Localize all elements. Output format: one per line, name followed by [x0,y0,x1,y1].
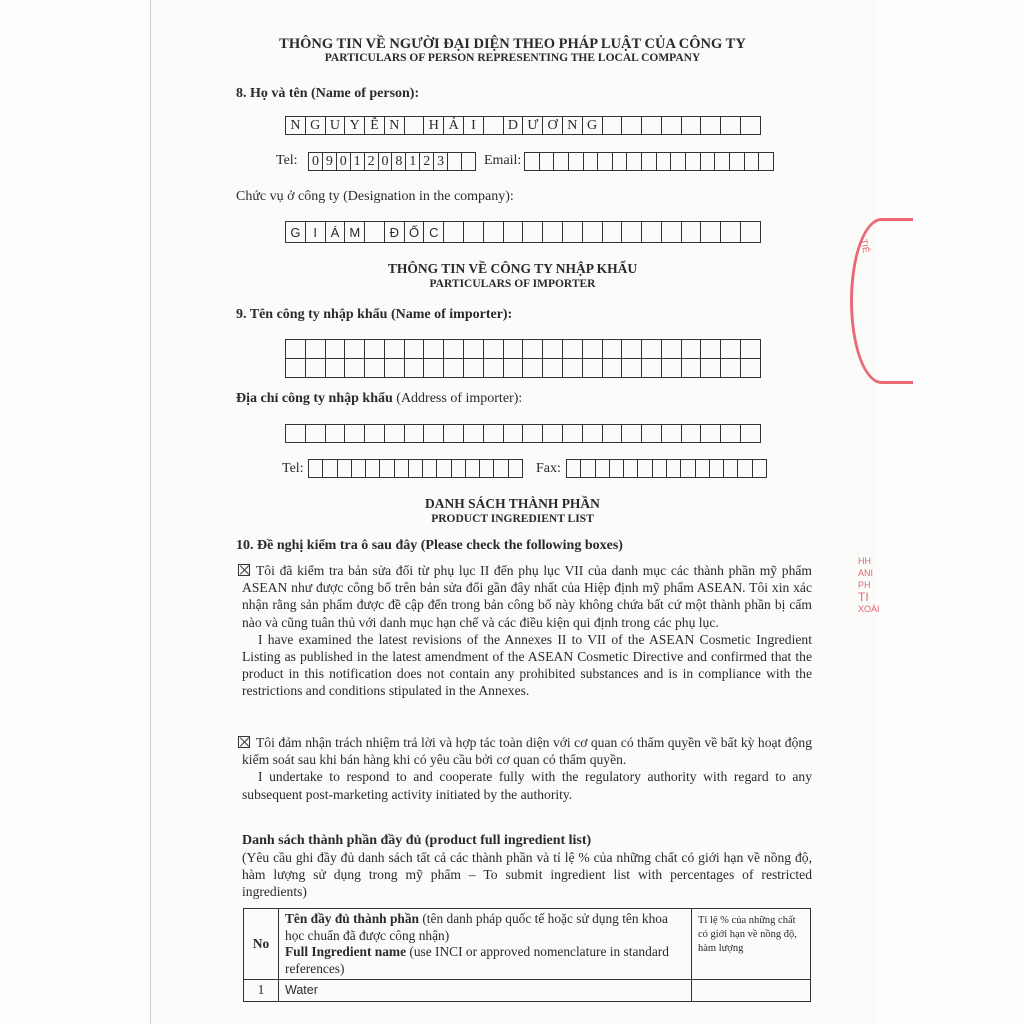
header-name-vi-rest: (tên danh pháp quốc tế hoặc sử dụng tên khoa học chuẩn đã được công nhận) [285,911,668,943]
field-cell: 2 [365,152,379,171]
field-cell [523,424,543,443]
field-cell [753,459,767,478]
field-cell: 0 [309,152,323,171]
field-cell [523,359,543,378]
field-cell [323,459,337,478]
field-cell: U [326,116,346,135]
field-cell [504,340,524,359]
field-cell: G [306,116,326,135]
field-cell [642,221,662,243]
field-cell [423,459,437,478]
field-cell [523,340,543,359]
field-cell [563,221,583,243]
field-cell [567,459,581,478]
field-cell [480,459,494,478]
field-cell: G [286,221,306,243]
field-cell [365,221,385,243]
field-cell [286,424,306,443]
field-cell [596,459,610,478]
header-name-en-bold: Full Ingredient name [285,944,407,959]
importer-address-label [236,391,522,407]
field-cell [352,459,366,478]
field-cell [603,359,623,378]
field-cell: D [504,116,524,135]
field-cell [583,424,603,443]
field-cell [701,152,716,171]
field-cell [385,359,405,378]
field-cell [409,459,423,478]
field-cell [448,152,462,171]
field-cell [385,340,405,359]
field-cell [523,221,543,243]
field-cell: Đ [385,221,405,243]
field-cell: 8 [392,152,406,171]
field-cell [484,116,504,135]
field-cell [583,221,603,243]
field-cell [642,424,662,443]
field-cell [563,340,583,359]
field-cell [326,424,346,443]
field-cell [667,459,681,478]
field-cell [405,116,425,135]
field-cell [444,359,464,378]
field-cell [484,221,504,243]
importer-fax-field[interactable] [566,459,767,478]
field-cell [738,459,752,478]
field-cell [724,459,738,478]
name-of-person-label: 8. Họ và tên (Name of person): [236,86,420,101]
declaration-2-checkbox[interactable] [238,736,250,748]
importer-address-label-en: (Address of importer): [392,391,523,406]
field-cell [444,340,464,359]
section-subtitle-representative: PARTICULARS OF PERSON REPRESENTING THE LOCAL COMPANY [324,52,701,64]
field-cell [444,424,464,443]
field-cell [682,116,702,135]
field-cell [569,152,584,171]
field-cell [598,152,613,171]
field-cell [583,359,603,378]
field-cell [741,221,761,243]
header-name-vi-bold: Tên đầy đủ thành phần [285,911,419,926]
field-cell [745,152,760,171]
field-cell [366,459,380,478]
importer-tel-field[interactable] [308,459,523,478]
field-cell: H [424,116,444,135]
field-cell [671,152,686,171]
designation-field[interactable] [285,221,761,243]
importer-name-label: 9. Tên công ty nhập khẩu (Name of importer): [236,307,513,322]
field-cell [405,424,425,443]
ingredient-list-note: (Yêu cầu ghi đầy đủ danh sách tất cả các thành phần và tỉ lệ % của những chất có giới hạn về nồng độ, hàm lượng sử dụng trong mỹ phẩm – To submit ingredient list with percentages of restricted ingredients) [242,850,812,900]
section-title-importer: THÔNG TIN VỀ CÔNG TY NHẬP KHẨU [387,261,638,276]
importer-tel-label: Tel: [282,461,304,476]
field-cell [326,359,346,378]
designation-label: Chức vụ ở công ty (Designation in the company): [236,189,514,204]
field-cell [504,359,524,378]
field-cell [741,116,761,135]
field-cell [365,359,385,378]
importer-fax-label: Fax: [536,461,561,476]
field-cell [613,152,628,171]
ingredient-table [243,908,811,1002]
field-cell [306,340,326,359]
field-cell [504,221,524,243]
field-cell [365,424,385,443]
section-title-ingredients: DANH SÁCH THÀNH PHẦN [425,496,600,511]
stamp-fragment: PH [858,580,871,590]
field-cell [603,340,623,359]
field-cell: N [563,116,583,135]
field-cell [464,221,484,243]
field-cell: 2 [420,152,434,171]
field-cell [642,359,662,378]
field-cell [657,152,672,171]
field-cell [627,152,642,171]
field-cell: 9 [323,152,337,171]
field-cell [721,340,741,359]
field-cell [484,340,504,359]
field-cell: I [464,116,484,135]
table-row [244,980,811,1002]
field-cell [624,459,638,478]
field-cell: Á [326,221,346,243]
section-title-representative: THÔNG TIN VỀ NGƯỜI ĐẠI DIỆN THEO PHÁP LUẬT CỦA CÔNG TY [279,36,746,52]
declaration-1-vi: Tôi đã kiểm tra bản sửa đổi từ phụ lục II đến phụ lục VII của danh mục các thành phần mỹ phẩm ASEAN như được công bố trên bản sửa đổi gần đây nhất của Hiệp định mỹ phẩm ASEAN. Tôi xin xác nhận rằng sản phẩm được đề cập đến trong bản công bố này không chứa bất cứ một thành phần bị cấm nào và cũng tuân thủ với danh mục hạn chế và các điều kiện qui định trong các phụ lục. [242,563,812,630]
field-cell [721,116,741,135]
field-cell [309,459,323,478]
field-cell [721,221,741,243]
field-cell: 0 [379,152,393,171]
field-cell [466,459,480,478]
importer-address-label-vi: Địa chỉ công ty nhập khẩu [236,391,393,406]
field-cell [603,221,623,243]
field-cell [653,459,667,478]
field-cell [682,359,702,378]
field-cell [543,359,563,378]
field-cell [424,340,444,359]
field-cell [622,116,642,135]
ingredient-list-title: Danh sách thành phần đầy đủ (product full ingredient list) [242,833,592,848]
field-cell [721,359,741,378]
field-cell [306,359,326,378]
header-ingredient-name [279,909,692,980]
field-cell [554,152,569,171]
email-label: Email: [484,153,522,168]
field-cell [543,340,563,359]
field-cell [452,459,466,478]
declaration-2 [242,734,812,803]
header-name-en-rest: (use INCI or approved nomenclature in standard references) [285,944,669,976]
field-cell [662,221,682,243]
field-cell [741,359,761,378]
field-cell [701,116,721,135]
field-cell [741,340,761,359]
field-cell: 3 [434,152,448,171]
field-cell [509,459,523,478]
field-cell [622,424,642,443]
field-cell [622,221,642,243]
field-cell: Y [345,116,365,135]
field-cell [662,340,682,359]
field-cell: N [286,116,306,135]
field-cell [686,152,701,171]
field-cell: Ố [405,221,425,243]
section-subtitle-importer: PARTICULARS OF IMPORTER [429,278,596,290]
field-cell: Ư [523,116,543,135]
field-cell [682,221,702,243]
row-ingredient-name[interactable]: Water [279,980,692,1002]
field-cell [286,359,306,378]
header-percentage: Tỉ lệ % của những chất có giới hạn về nồng độ, hàm lượng [692,909,811,980]
field-cell [424,424,444,443]
row-no: 1 [244,980,279,1002]
field-cell [385,424,405,443]
section-subtitle-ingredients: PRODUCT INGREDIENT LIST [431,513,594,525]
field-cell [563,424,583,443]
field-cell [622,359,642,378]
field-cell [424,359,444,378]
field-cell [380,459,394,478]
field-cell [721,424,741,443]
field-cell [584,152,599,171]
field-cell [405,359,425,378]
field-cell: Ễ [365,116,385,135]
field-cell: 1 [406,152,420,171]
field-cell: 0 [337,152,351,171]
field-cell [345,359,365,378]
field-cell: C [424,221,444,243]
field-cell [642,152,657,171]
field-cell [286,340,306,359]
field-cell: Ơ [543,116,563,135]
field-cell [662,116,682,135]
field-cell [696,459,710,478]
field-cell [662,424,682,443]
field-cell [462,152,476,171]
field-cell [464,340,484,359]
row-percentage[interactable] [692,980,811,1002]
tel-field[interactable] [308,152,476,171]
field-cell [494,459,508,478]
field-cell [405,340,425,359]
importer-address-field[interactable] [285,424,761,443]
field-cell [730,152,745,171]
field-cell: N [385,116,405,135]
field-cell [701,359,721,378]
field-cell [525,152,540,171]
field-cell [741,424,761,443]
check-boxes-label: 10. Đề nghị kiểm tra ô sau đây (Please check the following boxes) [236,538,623,553]
field-cell [638,459,652,478]
field-cell [662,359,682,378]
stamp-fragment: HH [858,556,871,566]
declaration-2-en: I undertake to respond to and cooperate fully with the regulatory authority with regard to any subsequent post-marketing activity initiated by the authority. [242,769,812,802]
table-header-row [244,909,811,980]
declaration-1-en: I have examined the latest revisions of the Annexes II to VII of the ASEAN Cosmetic Ingredient Listing as published in the latest amendment of the ASEAN Cosmetic Directive and confirmed that the product in this notification does not contain any prohibited substances and is in compliance with the restrictions and conditions stipulated in the Annexes. [242,631,812,699]
field-cell: I [306,221,326,243]
stamp-text-bottom [858,555,878,615]
field-cell: G [583,116,603,135]
email-field[interactable] [524,152,774,171]
field-cell: Ả [444,116,464,135]
stamp-text-top: TIÊ [858,238,872,254]
field-cell [345,340,365,359]
field-cell [610,459,624,478]
stamp-fragment: ANI [858,568,874,578]
field-cell: 1 [351,152,365,171]
name-of-person-field[interactable] [285,116,761,135]
tel-label: Tel: [276,153,298,168]
field-cell [563,359,583,378]
field-cell [504,424,524,443]
field-cell [338,459,352,478]
field-cell [603,424,623,443]
field-cell [464,359,484,378]
stamp-fragment: XOÀI [858,604,880,614]
field-cell [701,424,721,443]
field-cell [759,152,774,171]
field-cell [365,340,385,359]
declaration-2-vi: Tôi đảm nhận trách nhiệm trả lời và hợp tác toàn diện với cơ quan có thẩm quyền về bất kỳ hoạt động kiểm soát sau khi bán hàng khi có yêu cầu bởi cơ quan có thẩm quyền. [242,735,812,768]
field-cell [701,221,721,243]
field-cell [345,424,365,443]
field-cell [464,424,484,443]
field-cell [326,340,346,359]
field-cell [681,459,695,478]
field-cell [622,340,642,359]
field-cell [642,340,662,359]
field-cell [710,459,724,478]
field-cell [543,424,563,443]
field-cell [642,116,662,135]
field-cell [484,359,504,378]
field-cell [437,459,451,478]
stamp-fragment: TI [858,590,869,604]
field-cell [395,459,409,478]
field-cell [583,340,603,359]
field-cell [715,152,730,171]
field-cell [484,424,504,443]
importer-name-field[interactable] [285,339,761,378]
declaration-1 [242,562,812,700]
field-cell [444,221,464,243]
field-cell [540,152,555,171]
field-cell [682,424,702,443]
field-cell [543,221,563,243]
header-no: No [244,909,279,980]
field-cell [603,116,623,135]
field-cell: M [345,221,365,243]
declaration-1-checkbox[interactable] [238,564,250,576]
field-cell [306,424,326,443]
field-cell [581,459,595,478]
field-cell [701,340,721,359]
field-cell [682,340,702,359]
